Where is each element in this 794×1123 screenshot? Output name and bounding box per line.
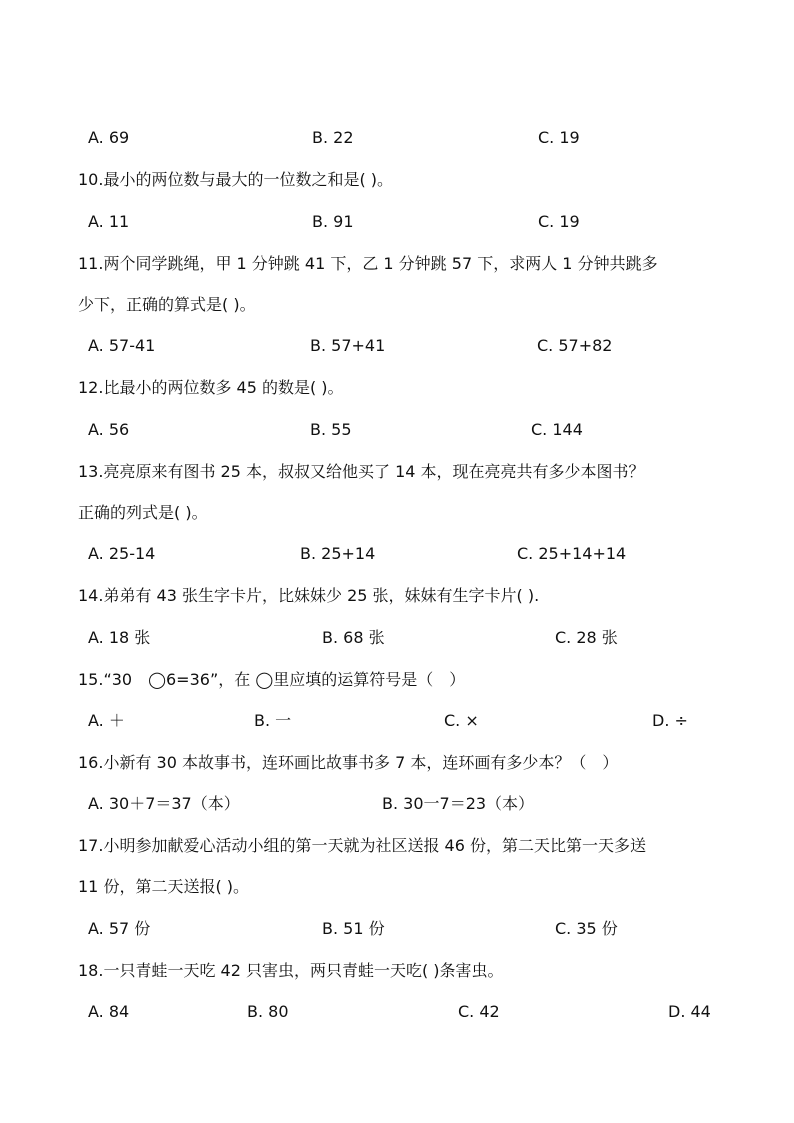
q12-option-a[interactable]: A. 56 <box>88 420 130 439</box>
q12-option-c[interactable]: C. 144 <box>531 420 583 439</box>
q12-stem: 12.比最小的两位数多 45 的数是( )。 <box>78 378 344 397</box>
q10-option-b[interactable]: B. 91 <box>312 212 354 231</box>
q17-options <box>0 919 794 939</box>
q14-options <box>0 628 794 648</box>
q10-options <box>0 212 794 232</box>
q18-stem: 18.一只青蛙一天吃 42 只害虫，两只青蛙一天吃( )条害虫。 <box>78 961 504 980</box>
q17-stem-line-1: 17.小明参加献爱心活动小组的第一天就为社区送报 46 份，第二天比第一天多送 <box>78 836 646 855</box>
q11-stem-line-1: 11.两个同学跳绳，甲 1 分钟跳 41 下，乙 1 分钟跳 57 下，求两人 1 分钟共跳多 <box>78 254 658 273</box>
q13-option-a[interactable]: A. 25-14 <box>88 544 156 563</box>
q16-option-a[interactable]: A. 30＋7＝37（本） <box>88 794 240 813</box>
q16-option-b[interactable]: B. 30一7＝23（本） <box>382 794 535 813</box>
q18-option-a[interactable]: A. 84 <box>88 1002 130 1021</box>
q10-stem: 10.最小的两位数与最大的一位数之和是( )。 <box>78 170 394 189</box>
q14-stem: 14.弟弟有 43 张生字卡片，比妹妹少 25 张，妹妹有生字卡片( ). <box>78 586 540 605</box>
q15-option-b[interactable]: B. 一 <box>254 711 292 730</box>
q17-option-c[interactable]: C. 35 份 <box>555 919 618 938</box>
q11-options <box>0 336 794 356</box>
q11-option-b[interactable]: B. 57+41 <box>310 336 386 355</box>
q9-option-a[interactable]: A. 69 <box>88 128 130 147</box>
q15-option-a[interactable]: A. ＋ <box>88 711 125 730</box>
q16-stem: 16.小新有 30 本故事书，连环画比故事书多 7 本，连环画有多少本？（ ） <box>78 753 619 772</box>
q12-options <box>0 420 794 440</box>
q17-option-a[interactable]: A. 57 份 <box>88 919 151 938</box>
q9-option-b[interactable]: B. 22 <box>312 128 354 147</box>
q13-stem-line-1: 13.亮亮原来有图书 25 本，叔叔又给他买了 14 本，现在亮亮共有多少本图书？ <box>78 462 645 481</box>
q15-option-c[interactable]: C. × <box>444 711 479 730</box>
q14-option-a[interactable]: A. 18 张 <box>88 628 151 647</box>
q10-option-a[interactable]: A. 11 <box>88 212 130 231</box>
q18-option-c[interactable]: C. 42 <box>458 1002 500 1021</box>
q16-options <box>0 794 794 814</box>
q13-options <box>0 544 794 564</box>
q9-options <box>0 128 794 148</box>
q17-option-b[interactable]: B. 51 份 <box>322 919 385 938</box>
q14-option-b[interactable]: B. 68 张 <box>322 628 385 647</box>
q18-option-d[interactable]: D. 44 <box>668 1002 711 1021</box>
q9-option-c[interactable]: C. 19 <box>538 128 580 147</box>
q11-option-a[interactable]: A. 57-41 <box>88 336 156 355</box>
q14-option-c[interactable]: C. 28 张 <box>555 628 618 647</box>
q11-option-c[interactable]: C. 57+82 <box>537 336 613 355</box>
q13-option-b[interactable]: B. 25+14 <box>300 544 376 563</box>
q10-option-c[interactable]: C. 19 <box>538 212 580 231</box>
q13-stem-line-2: 正确的列式是( )。 <box>78 503 208 522</box>
q18-option-b[interactable]: B. 80 <box>247 1002 289 1021</box>
q17-stem-line-2: 11 份，第二天送报( )。 <box>78 877 250 896</box>
q13-option-c[interactable]: C. 25+14+14 <box>517 544 627 563</box>
q15-stem: 15.“30 ◯6=36”，在 ◯里应填的运算符号是（ ） <box>78 670 466 689</box>
q11-stem-line-2: 少下，正确的算式是( )。 <box>78 295 256 314</box>
q12-option-b[interactable]: B. 55 <box>310 420 352 439</box>
q18-options <box>0 1002 794 1022</box>
q15-options <box>0 711 794 731</box>
q15-option-d[interactable]: D. ÷ <box>652 711 688 730</box>
